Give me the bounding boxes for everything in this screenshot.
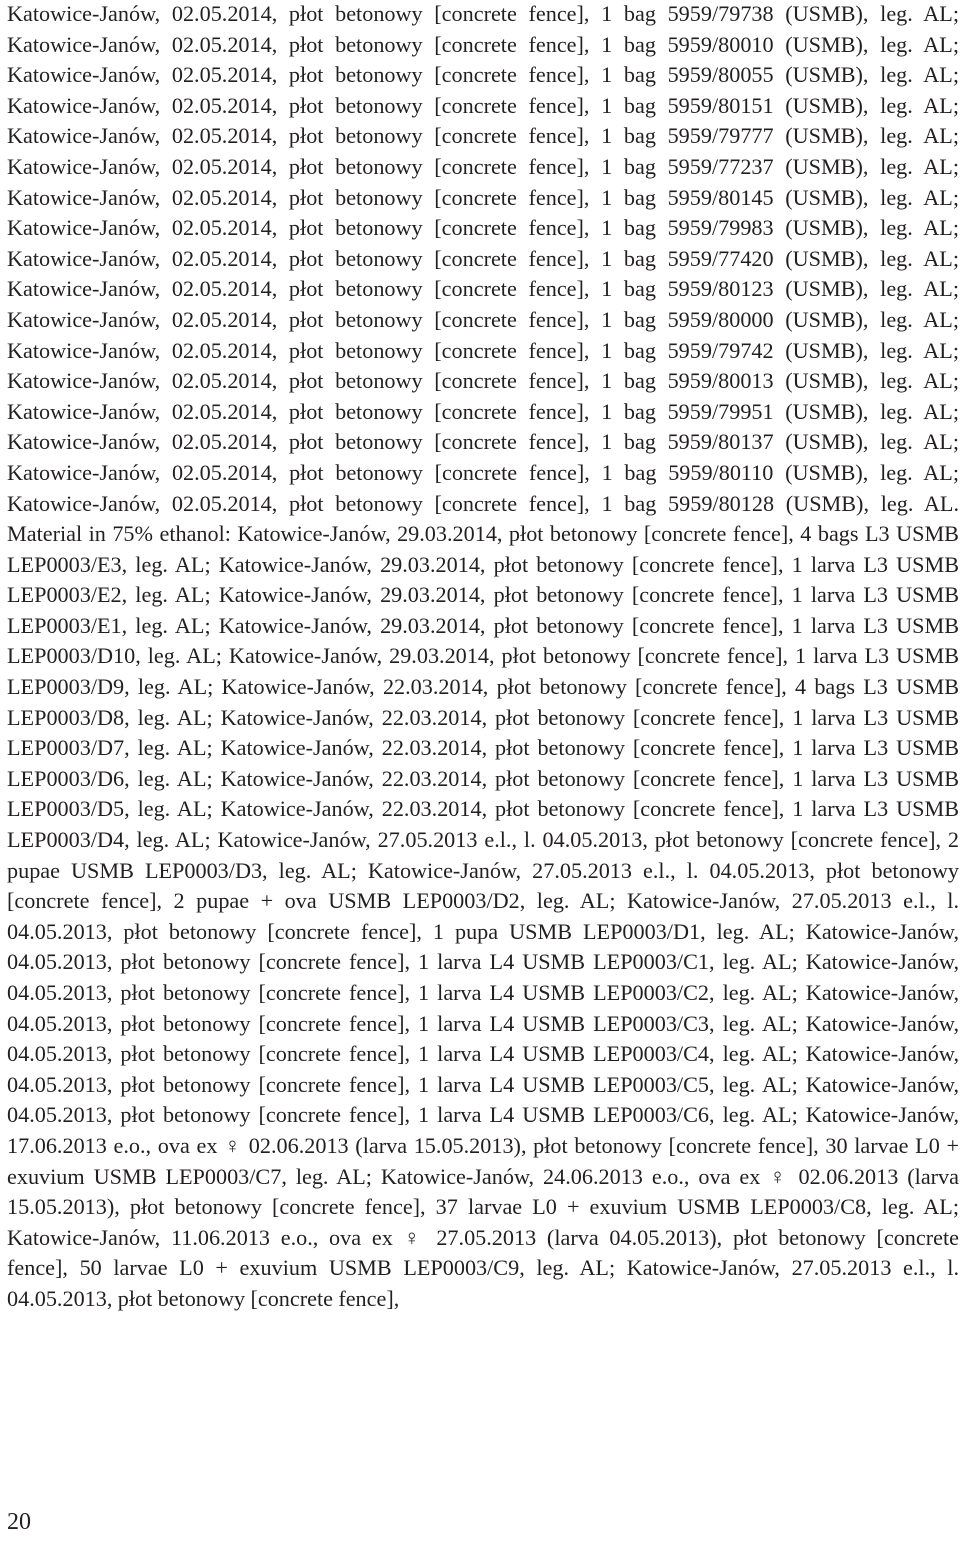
document-page (7, 0, 959, 1547)
page-number: 20 (7, 1509, 31, 1535)
body-paragraph: Katowice-Janów, 02.05.2014, płot betonowy [concrete fence], 1 bag 5959/79738 (USMB), leg. AL; Katowice-Janów, 02.05.2014, płot betonowy [concrete fence], 1 bag 5959/80010 (USMB), leg. AL; Katowice-Janów, 02.05.2014, płot betonowy [concrete fence], 1 bag 5959/80055 (USMB), leg. AL; Katowice-Janów, 02.05.2014, płot betonowy [concrete fence], 1 bag 5959/80151 (USMB), leg. AL; Katowice-Janów, 02.05.2014, płot betonowy [concrete fence], 1 bag 5959/79777 (USMB), leg. AL; Katowice-Janów, 02.05.2014, płot betonowy [concrete fence], 1 bag 5959/77237 (USMB), leg. AL; Katowice-Janów, 02.05.2014, płot betonowy [concrete fence], 1 bag 5959/80145 (USMB), leg. AL; Katowice-Janów, 02.05.2014, płot betonowy [concrete fence], 1 bag 5959/79983 (USMB), leg. AL; Katowice-Janów, 02.05.2014, płot betonowy [concrete fence], 1 bag 5959/77420 (USMB), leg. AL; Katowice-Janów, 02.05.2014, płot betonowy [concrete fence], 1 bag 5959/80123 (USMB), leg. AL; Katowice-Janów, 02.05.2014, płot betonowy [concrete fence], 1 bag 5959/80000 (USMB), leg. AL; Katowice-Janów, 02.05.2014, płot betonowy [concrete fence], 1 bag 5959/79742 (USMB), leg. AL; Katowice-Janów, 02.05.2014, płot betonowy [concrete fence], 1 bag 5959/80013 (USMB), leg. AL; Katowice-Janów, 02.05.2014, płot betonowy [concrete fence], 1 bag 5959/79951 (USMB), leg. AL; Katowice-Janów, 02.05.2014, płot betonowy [concrete fence], 1 bag 5959/80137 (USMB), leg. AL; Katowice-Janów, 02.05.2014, płot betonowy [concrete fence], 1 bag 5959/80110 (USMB), leg. AL; Katowice-Janów, 02.05.2014, płot betonowy [concrete fence], 1 bag 5959/80128 (USMB), leg. AL. Material in 75% ethanol: Katowice-Janów, 29.03.2014, płot betonowy [concrete fence], 4 bags L3 USMB LEP0003/E3, leg. AL; Katowice-Janów, 29.03.2014, płot betonowy [concrete fence], 1 larva L3 USMB LEP0003/E2, leg. AL; Katowice-Janów, 29.03.2014, płot betonowy [concrete fence], 1 larva L3 USMB LEP0003/E1, leg. AL; Katowice-Janów, 29.03.2014, płot betonowy [concrete fence], 1 larva L3 USMB LEP0003/D10, leg. AL; Katowice-Janów, 29.03.2014, płot betonowy [concrete fence], 1 larva L3 USMB LEP0003/D9, leg. AL; Katowice-Janów, 22.03.2014, płot betonowy [concrete fence], 4 bags L3 USMB LEP0003/D8, leg. AL; Katowice-Janów, 22.03.2014, płot betonowy [concrete fence], 1 larva L3 USMB LEP0003/D7, leg. AL; Katowice-Janów, 22.03.2014, płot betonowy [concrete fence], 1 larva L3 USMB LEP0003/D6, leg. AL; Katowice-Janów, 22.03.2014, płot betonowy [concrete fence], 1 larva L3 USMB LEP0003/D5, leg. AL; Katowice-Janów, 22.03.2014, płot betonowy [concrete fence], 1 larva L3 USMB LEP0003/D4, leg. AL; Katowice-Janów, 27.05.2013 e.l., l. 04.05.2013, płot betonowy [concrete fence], 2 pupae USMB LEP0003/D3, leg. AL; Katowice-Janów, 27.05.2013 e.l., l. 04.05.2013, płot betonowy [concrete fence], 2 pupae + ova USMB LEP0003/D2, leg. AL; Katowice-Janów, 27.05.2013 e.l., l. 04.05.2013, płot betonowy [concrete fence], 1 pupa USMB LEP0003/D1, leg. AL; Katowice-Janów, 04.05.2013, płot betonowy [concrete fence], 1 larva L4 USMB LEP0003/C1, leg. AL; Katowice-Janów, 04.05.2013, płot betonowy [concrete fence], 1 larva L4 USMB LEP0003/C2, leg. AL; Katowice-Janów, 04.05.2013, płot betonowy [concrete fence], 1 larva L4 USMB LEP0003/C3, leg. AL; Katowice-Janów, 04.05.2013, płot betonowy [concrete fence], 1 larva L4 USMB LEP0003/C4, leg. AL; Katowice-Janów, 04.05.2013, płot betonowy [concrete fence], 1 larva L4 USMB LEP0003/C5, leg. AL; Katowice-Janów, 04.05.2013, płot betonowy [concrete fence], 1 larva L4 USMB LEP0003/C6, leg. AL; Katowice-Janów, 17.06.2013 e.o., ova ex ♀ 02.06.2013 (larva 15.05.2013), płot betonowy [concrete fence], 30 larvae L0 + exuvium USMB LEP0003/C7, leg. AL; Katowice-Janów, 24.06.2013 e.o., ova ex ♀ 02.06.2013 (larva 15.05.2013), płot betonowy [concrete fence], 37 larvae L0 + exuvium USMB LEP0003/C8, leg. AL; Katowice-Janów, 11.06.2013 e.o., ova ex ♀ 27.05.2013 (larva 04.05.2013), płot betonowy [concrete fence], 50 larvae L0 + exuvium USMB LEP0003/C9, leg. AL; Katowice-Janów, 27.05.2013 e.l., l. 04.05.2013, płot betonowy [concrete fence], (7, 1, 959, 1311)
